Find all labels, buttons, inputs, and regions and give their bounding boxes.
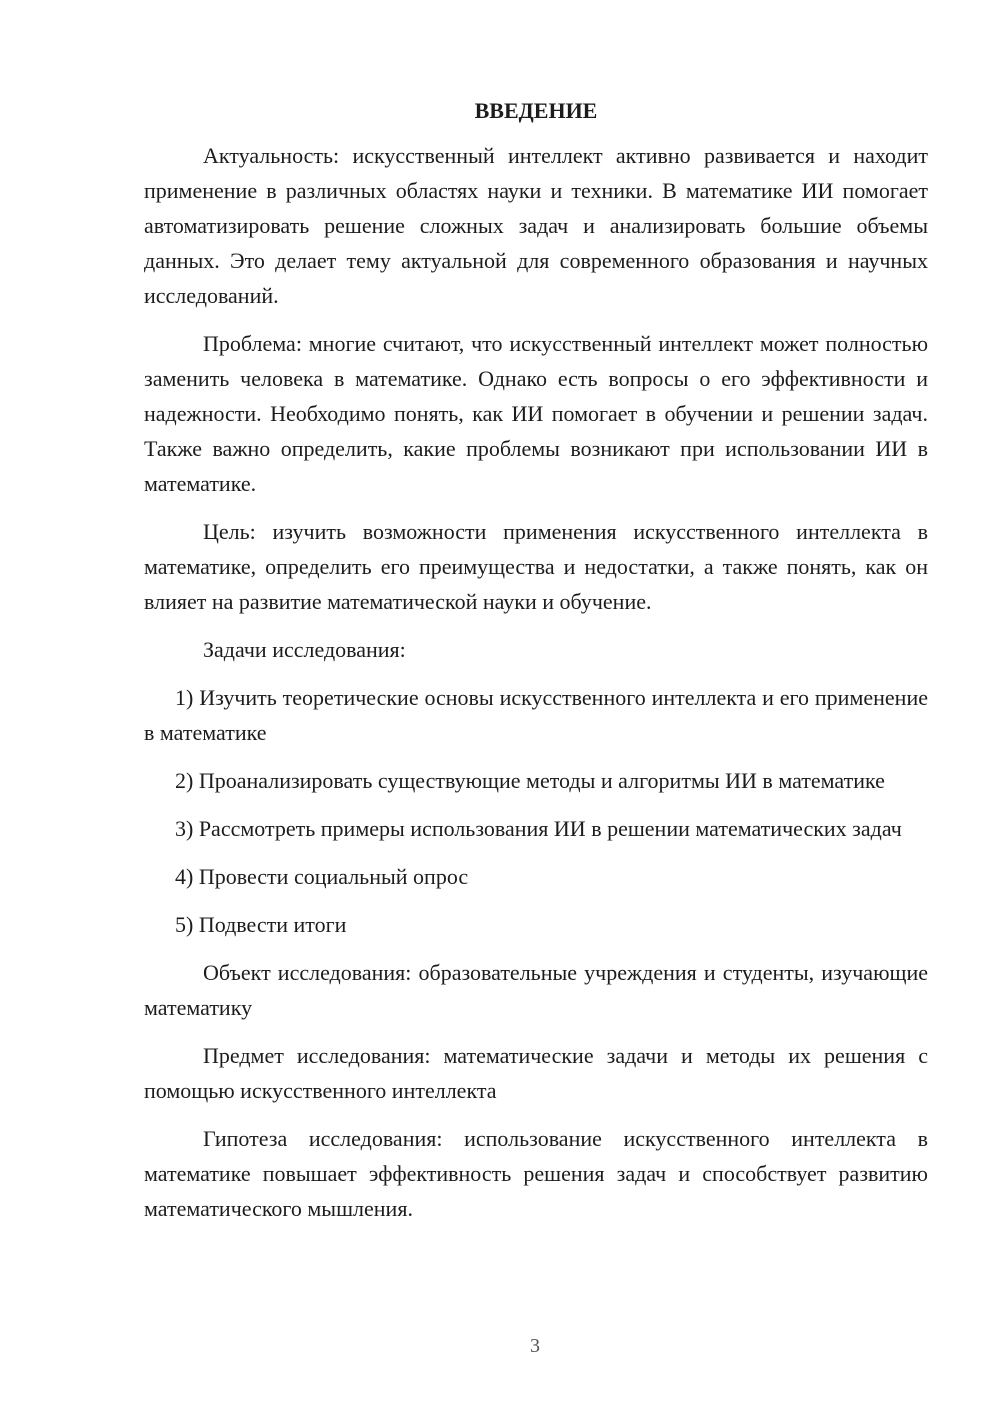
list-item-task-5: 5) Подвести итоги: [175, 912, 347, 937]
paragraph-subject: Предмет исследования: математические задачи и методы их решения с помощью искусственного интеллекта: [144, 1043, 928, 1103]
paragraph-relevance: Актуальность: искусственный интеллект активно развивается и находит применение в различных областях науки и техники. В математике ИИ помогает автоматизировать решение сложных задач и анализировать большие объемы данных. Это делает тему актуальной для современного образования и научных исследований.: [144, 143, 928, 308]
list-item-task-4: 4) Провести социальный опрос: [175, 864, 469, 889]
list-item-task-1: 1) Изучить теоретические основы искусственного интеллекта и его применение в математике: [144, 685, 928, 745]
list-item-task-3: 3) Рассмотреть примеры использования ИИ в решении математических задач: [175, 816, 902, 841]
paragraph-tasks-heading: Задачи исследования:: [203, 637, 406, 662]
page-number: 3: [530, 1335, 540, 1357]
paragraph-hypothesis: Гипотеза исследования: использование искусственного интеллекта в математике повышает эффективность решения задач и способствует развитию математического мышления.: [144, 1126, 928, 1221]
page-content: [144, 96, 928, 1239]
page-title: ВВЕДЕНИЕ: [474, 98, 598, 123]
list-item-task-2: 2) Проанализировать существующие методы и алгоритмы ИИ в математике: [175, 768, 885, 793]
paragraph-object: Объект исследования: образовательные учреждения и студенты, изучающие математику: [144, 960, 928, 1020]
paragraph-problem: Проблема: многие считают, что искусственный интеллект может полностью заменить человека в математике. Однако есть вопросы о его эффективности и надежности. Необходимо понять, как ИИ помогает в обучении и решении задач. Также важно определить, какие проблемы возникают при использовании ИИ в математике.: [144, 331, 928, 496]
paragraph-goal: Цель: изучить возможности применения искусственного интеллекта в математике, определить его преимущества и недостатки, а также понять, как он влияет на развитие математической науки и обучение.: [144, 519, 928, 614]
